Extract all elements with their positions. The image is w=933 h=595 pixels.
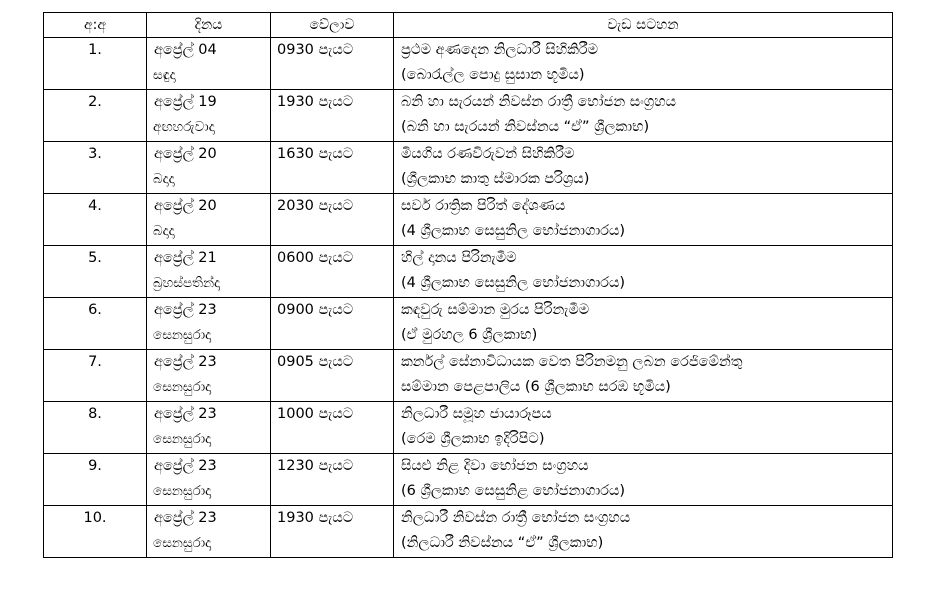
- table-row: [44, 246, 893, 298]
- row-program: [394, 38, 893, 90]
- row-program: [394, 90, 893, 142]
- day-text: බදාදා: [153, 223, 175, 239]
- day-text: සෙනසුරාදා: [153, 483, 212, 499]
- row-number: 6.: [44, 298, 147, 350]
- row-number: 10.: [44, 506, 147, 558]
- table-row: [44, 298, 893, 350]
- day-text: බ්‍රහස්පතින්දා: [153, 275, 221, 291]
- row-number: 7.: [44, 350, 147, 402]
- row-number: 3.: [44, 142, 147, 194]
- row-date: [147, 350, 271, 402]
- location-text: (බොරැල්ල පොදු සුසාන භූමිය): [401, 67, 585, 83]
- day-text: බදාදා: [153, 171, 175, 187]
- header-time: වේලාව: [271, 13, 394, 38]
- day-text: අඟහරුවාදා: [153, 119, 215, 135]
- day-text: සෙනසුරාදා: [153, 535, 212, 551]
- row-time: 1000 පැයට: [271, 402, 394, 454]
- row-date: [147, 90, 271, 142]
- program-text: කර්නල් සේනාවිධායක වෙත පිරිනමනු ලබන රෙජිමේන්තු: [401, 354, 743, 370]
- row-date: [147, 402, 271, 454]
- row-program: [394, 194, 893, 246]
- table-row: [44, 506, 893, 558]
- program-text: කඳවුරු සම්මාන මුරය පිරිනැමීම: [401, 302, 590, 318]
- header-row: [44, 13, 893, 38]
- row-time: 1230 පැයට: [271, 454, 394, 506]
- header-program: වැඩ සටහන: [394, 13, 893, 38]
- row-time: 0905 පැයට: [271, 350, 394, 402]
- location-text: (6 ශ්‍රීලකාභ සෙසුනිළ භෝජනාගාරය): [401, 483, 626, 499]
- day-text: සෙනසුරාදා: [153, 431, 212, 447]
- row-number: 9.: [44, 454, 147, 506]
- row-date: [147, 38, 271, 90]
- program-text: මියගිය රණවිරුවන් සිහිකිරීම: [401, 146, 575, 162]
- date-text: අප්‍රේල් 20: [154, 198, 217, 214]
- date-text: අප්‍රේල් 21: [154, 250, 217, 266]
- row-program: [394, 246, 893, 298]
- row-program: [394, 350, 893, 402]
- location-text: (රෙම ශ්‍රීලකාභ ඉදිරිපිට): [401, 431, 545, 447]
- table-row: [44, 350, 893, 402]
- table-row: [44, 402, 893, 454]
- program-text: නිලධාරී නිවස්න රාත්‍රී භෝජන සංග්‍රහය: [401, 510, 631, 526]
- row-date: [147, 506, 271, 558]
- table-row: [44, 454, 893, 506]
- date-text: අප්‍රේල් 23: [154, 354, 217, 370]
- program-text: බනි හා සැරයන් නිවස්න රාත්‍රී භෝජන සංග්‍රහය: [401, 94, 677, 110]
- location-text: සම්මාන පෙළපාලිය (6 ශ්‍රීලකාභ සරඹ භූමිය): [401, 379, 671, 395]
- row-number: 8.: [44, 402, 147, 454]
- row-number: 4.: [44, 194, 147, 246]
- table-row: [44, 194, 893, 246]
- row-date: [147, 246, 271, 298]
- location-text: (ඒ මුරහල 6 ශ්‍රීලකාභ): [401, 327, 538, 343]
- row-time: 1930 පැයට: [271, 90, 394, 142]
- header-date: දිනය: [147, 13, 271, 38]
- program-text: සියළු නිළ දිවා භෝජන සංග්‍රහය: [401, 458, 589, 474]
- day-text: සෙනසුරාදා: [153, 379, 212, 395]
- row-program: [394, 454, 893, 506]
- program-text: ප්‍රථම අණදෙන නිලධාරී සිහිකිරීම: [401, 42, 599, 58]
- date-text: අප්‍රේල් 23: [154, 302, 217, 318]
- date-text: අප්‍රේල් 23: [154, 510, 217, 526]
- row-time: 1630 පැයට: [271, 142, 394, 194]
- row-number: 1.: [44, 38, 147, 90]
- table-row: [44, 90, 893, 142]
- program-text: හිල් දානය පිරිනැමීම: [401, 250, 517, 266]
- date-text: අප්‍රේල් 19: [154, 94, 217, 110]
- location-text: (නිලධාරී නිවස්නය “ඒ” ශ්‍රීලකාභ): [401, 535, 604, 551]
- table-row: [44, 38, 893, 90]
- row-number: 2.: [44, 90, 147, 142]
- location-text: (4 ශ්‍රීලකාභ සෙසුනිල භෝජනාගාරය): [401, 223, 626, 239]
- location-text: (4 ශ්‍රීලකාභ සෙසුනිල භෝජනාගාරය): [401, 275, 626, 291]
- row-time: 1930 පැයට: [271, 506, 394, 558]
- row-date: [147, 142, 271, 194]
- row-number: 5.: [44, 246, 147, 298]
- location-text: (බනි හා සැරයන් නිවස්නය “ඒ” ශ්‍රීලකාභ): [401, 119, 650, 135]
- row-date: [147, 194, 271, 246]
- program-text: සර්ව රාත්‍රික පිරිත් දේශණය: [401, 198, 566, 214]
- header-number: අ:අ: [44, 13, 147, 38]
- row-program: [394, 506, 893, 558]
- date-text: අප්‍රේල් 20: [154, 146, 217, 162]
- date-text: අප්‍රේල් 23: [154, 458, 217, 474]
- row-time: 0900 පැයට: [271, 298, 394, 350]
- row-time: 0600 පැයට: [271, 246, 394, 298]
- row-time: 0930 පැයට: [271, 38, 394, 90]
- table-row: [44, 142, 893, 194]
- row-program: [394, 142, 893, 194]
- program-text: නිලධාරී සමූහ ජායාරූපය: [401, 406, 552, 422]
- schedule-table: [43, 12, 893, 558]
- location-text: (ශ්‍රීලකාභ කාතු ස්මාරක පරිශ්‍රය): [401, 171, 590, 187]
- row-date: [147, 298, 271, 350]
- date-text: අප්‍රේල් 04: [154, 42, 217, 58]
- day-text: සෙනසුරාදා: [153, 327, 212, 343]
- row-program: [394, 298, 893, 350]
- date-text: අප්‍රේල් 23: [154, 406, 217, 422]
- row-time: 2030 පැයට: [271, 194, 394, 246]
- row-program: [394, 402, 893, 454]
- row-date: [147, 454, 271, 506]
- day-text: සඳුදා: [153, 67, 176, 83]
